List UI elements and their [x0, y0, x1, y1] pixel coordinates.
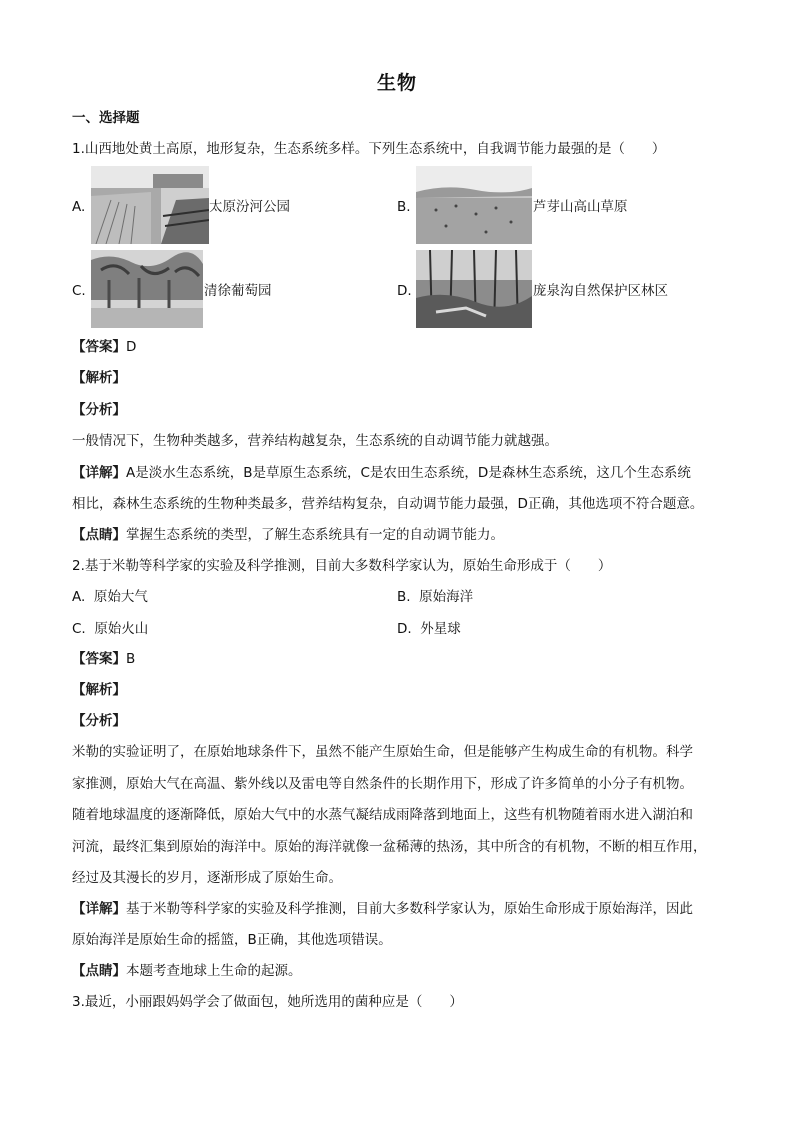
q2-fenxi-tag: 【分析】 [72, 713, 126, 729]
q1-option-d-caption: 庞泉沟自然保护区林区 [533, 283, 668, 299]
q1-option-a-letter: A. [72, 199, 86, 215]
q1-fenxi-tag: 【分析】 [72, 402, 126, 418]
q2-dianjing-line [72, 961, 302, 981]
q2-option-d [397, 619, 461, 639]
section-heading: 一、选择题 [72, 110, 140, 126]
detail-tag: 【详解】 [72, 901, 126, 917]
q2-option-c-text: 原始火山 [94, 621, 149, 637]
q1-option-d-letter: D. [397, 283, 412, 299]
q1-option-b-caption: 芦芽山高山草原 [533, 199, 628, 215]
question-2-stem: 2.基于米勒等科学家的实验及科学推测，目前大多数科学家认为，原始生命形成于（ ） [72, 558, 612, 574]
q2-option-c-letter: C. [72, 621, 86, 637]
question-3-stem: 3.最近，小丽跟妈妈学会了做面包，她所选用的菌种应是（ ） [72, 994, 463, 1010]
q2-fenxi-line-1: 米勒的实验证明了，在原始地球条件下，虽然不能产生原始生命，但是能够产生构成生命的有机物。科学 [72, 744, 693, 760]
q1-dianjing-text: 掌握生态系统的类型，了解生态系统具有一定的自动调节能力。 [126, 527, 504, 543]
q2-fenxi-line-3: 随着地球温度的逐渐降低，原始大气中的水蒸气凝结成雨降落到地面上，这些有机物随着雨水进入湖泊和 [72, 807, 693, 823]
q2-option-b-letter: B. [397, 589, 411, 605]
q2-option-d-text: 外星球 [420, 621, 461, 637]
dianjing-tag: 【点睛】 [72, 963, 126, 979]
q1-option-b-photo [416, 166, 532, 244]
q1-answer-line [72, 337, 136, 357]
answer-tag: 【答案】 [72, 339, 126, 355]
dianjing-tag: 【点睛】 [72, 527, 126, 543]
q1-answer: D [126, 339, 137, 355]
q2-option-b [397, 587, 473, 607]
q1-analysis-tag: 【解析】 [72, 370, 126, 386]
q2-option-d-letter: D. [397, 621, 412, 637]
q2-detail-line-2: 原始海洋是原始生命的摇篮，B正确，其他选项错误。 [72, 932, 392, 948]
q1-dianjing-line [72, 525, 504, 545]
q2-dianjing-text: 本题考查地球上生命的起源。 [126, 963, 302, 979]
q2-option-c [72, 619, 148, 639]
q1-option-d-photo [416, 250, 532, 328]
q2-fenxi-line-5: 经过及其漫长的岁月，逐渐形成了原始生命。 [72, 870, 342, 886]
q1-fenxi-text: 一般情况下，生物种类越多，营养结构越复杂，生态系统的自动调节能力就越强。 [72, 433, 558, 449]
q2-detail-line-1 [72, 899, 693, 919]
q2-detail-text-1: 基于米勒等科学家的实验及科学推测，目前大多数科学家认为，原始生命形成于原始海洋，因此 [126, 901, 693, 917]
answer-tag: 【答案】 [72, 651, 126, 667]
q1-option-c-caption: 清徐葡萄园 [204, 283, 272, 299]
detail-tag: 【详解】 [72, 465, 126, 481]
q1-detail-text-1: A是淡水生态系统，B是草原生态系统，C是农田生态系统，D是森林生态系统，这几个生态系统 [126, 465, 691, 481]
q1-option-a-photo [91, 166, 209, 244]
question-1-stem: 1.山西地处黄土高原，地形复杂，生态系统多样。下列生态系统中，自我调节能力最强的是（ ） [72, 141, 666, 157]
q1-detail-line-1 [72, 463, 691, 483]
q2-answer-line [72, 649, 135, 669]
q1-option-b-letter: B. [397, 199, 411, 215]
q2-option-a-letter: A. [72, 589, 86, 605]
q2-analysis-tag: 【解析】 [72, 682, 126, 698]
q1-detail-line-2: 相比，森林生态系统的生物种类最多，营养结构复杂，自动调节能力最强，D正确，其他选项不符合题意。 [72, 496, 704, 512]
q2-option-a [72, 587, 148, 607]
q2-fenxi-line-2: 家推测，原始大气在高温、紫外线以及雷电等自然条件的长期作用下，形成了许多简单的小分子有机物。 [72, 776, 693, 792]
q1-option-c-letter: C. [72, 283, 86, 299]
q1-option-a-caption: 太原汾河公园 [209, 199, 290, 215]
q2-fenxi-line-4: 河流，最终汇集到原始的海洋中。原始的海洋就像一盆稀薄的热汤，其中所含的有机物，不断的相互作用， [72, 839, 707, 855]
q2-option-a-text: 原始大气 [93, 589, 148, 605]
q1-option-c-photo [91, 250, 203, 328]
q2-answer: B [126, 651, 136, 667]
q2-option-b-text: 原始海洋 [419, 589, 474, 605]
page-title: 生物 [376, 72, 417, 94]
